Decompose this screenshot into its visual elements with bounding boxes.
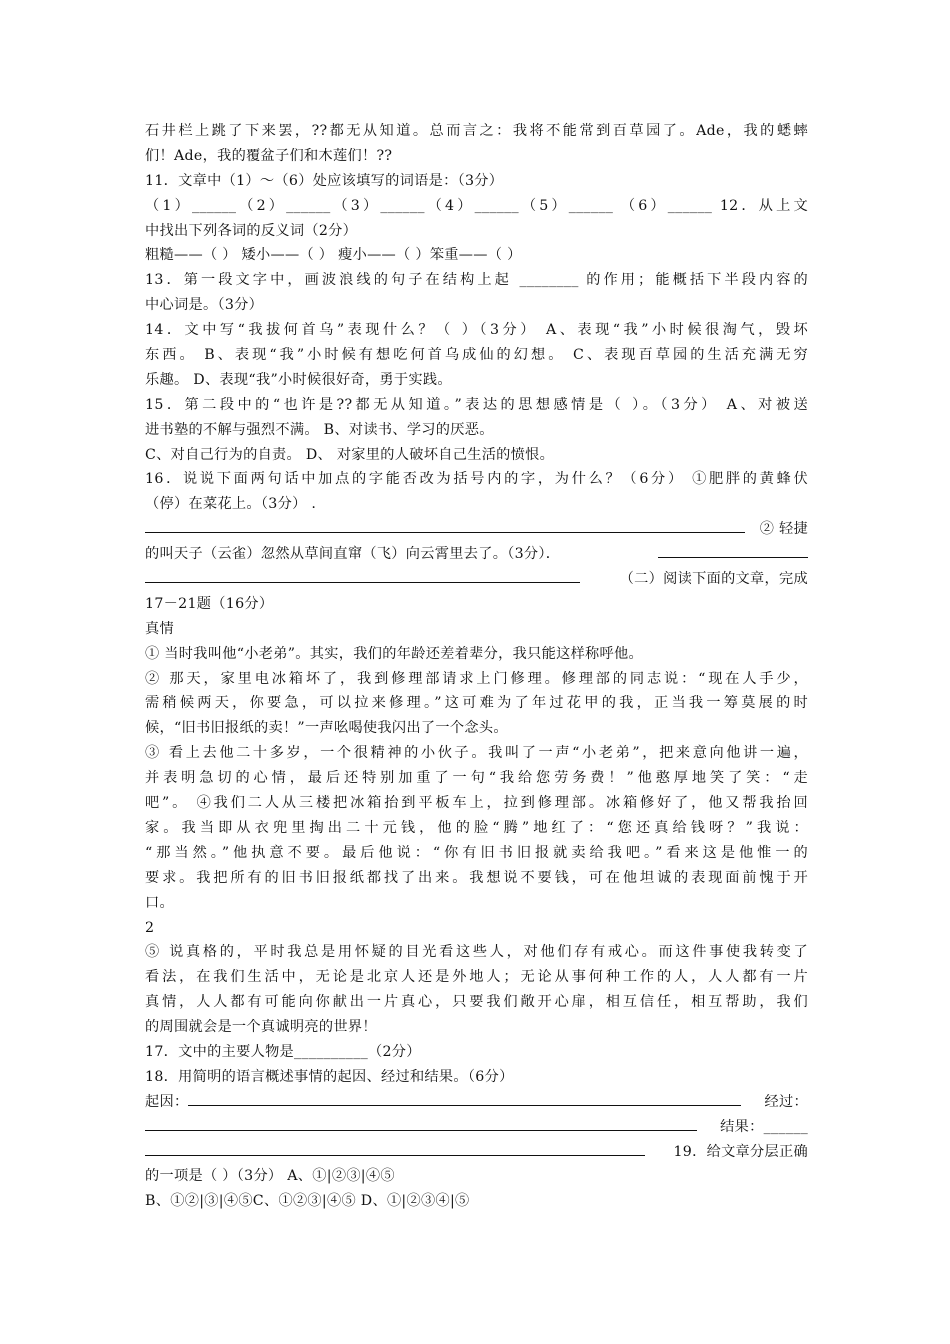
question-19-options: 的一项是（ ）（3分） A、①|②③|④⑤ <box>145 1168 395 1185</box>
text-line: 们！Ade，我的覆盆子们和木莲们！?? <box>145 147 393 164</box>
text-line: 进书塾的不解与强烈不满。 B、对读书、学习的厌恶。 <box>145 421 494 438</box>
text-line: 中心词是。（3分） <box>145 297 264 314</box>
answer-blank <box>145 1140 645 1156</box>
question-16: 16．说说下面两句话中加点的字能否改为括号内的字，为什么？（6分） ①肥胖的黄蜂伏 <box>145 471 808 488</box>
text-line: 乐趣。 D、表现“我”小时候很好奇，勇于实践。 <box>145 371 452 388</box>
text-line: 17－21题（16分） <box>145 595 274 612</box>
article-title: 真情 <box>145 620 174 637</box>
text-line: 东西。 B、表现“我”小时候有想吃何首乌成仙的幻想。 C、表现百草园的生活充满无穷 <box>145 347 808 364</box>
paragraph-line: 家。我当即从衣兜里掏出二十元钱，他的脸“腾”地红了：“您还真给钱呀？”我说： <box>145 819 808 836</box>
paragraph-line: 需稍候两天，你要急，可以拉来修理。”这可难为了年过花甲的我，正当我一筹莫展的时 <box>145 695 808 712</box>
answer-line <box>145 567 808 592</box>
question-17: 17．文中的主要人物是__________（2分） <box>145 1043 421 1060</box>
question-12: 中找出下列各词的反义词（2分） <box>145 222 358 239</box>
text-line: C、对自己行为的自责。 D、 对家里的人破坏自己生活的愤恨。 <box>145 446 555 463</box>
question-11-blanks: （1）______（2）______（3）______（4）______（5）______ （6）______ 12．从上文 <box>145 197 808 214</box>
question-15: 15．第二段中的“也许是??都无从知道。”表达的思想感情是（ ）。（3分） A、对被送 <box>145 396 808 413</box>
answer-line <box>145 1140 808 1165</box>
answer-blank <box>145 567 580 583</box>
paragraph-line: 的周围就会是一个真诚明亮的世界！ <box>145 1019 377 1036</box>
paragraph-line: ③ 看上去他二十多岁，一个很精神的小伙子。我叫了一声“小老弟”，把来意向他讲一遍， <box>145 745 808 762</box>
paragraph-line: ① 当时我叫他“小老弟”。其实，我们的年龄还差着辈分，我只能这样称呼他。 <box>145 645 644 662</box>
paragraph-line: 吧”。 ④我们二人从三楼把冰箱抬到平板车上，拉到修理部。冰箱修好了，他又帮我抬回 <box>145 795 808 812</box>
page-number: 2 <box>145 919 155 936</box>
paragraph-line: 真情，人人都有可能向你献出一片真心，只要我们敞开心扉，相互信任，相互帮助，我们 <box>145 994 808 1011</box>
question-12-items: 粗糙——（ ） 矮小——（ ） 瘦小——（ ）笨重——（ ） <box>145 247 522 264</box>
question-18: 18．用简明的语言概述事情的起因、经过和结果。（6分） <box>145 1068 514 1085</box>
answer-line <box>145 1115 808 1140</box>
answer-line <box>145 517 808 542</box>
document-page <box>145 119 808 1214</box>
cause-label: 起因： <box>145 1093 189 1110</box>
cause-label-group <box>145 1090 741 1115</box>
text-fragment: 的叫天子（云雀）忽然从草间直窜（飞）向云霄里去了。（3分）． <box>145 546 561 563</box>
text-line: （停）在菜花上。（3分） . <box>145 496 317 513</box>
answer-line <box>145 542 808 567</box>
text-line: 石井栏上跳了下来罢，??都无从知道。总而言之：我将不能常到百草园了。Ade，我的蟋蟀 <box>145 123 808 139</box>
paragraph-line: 要求。我把所有的旧书旧报纸都找了出来。我想说不要钱，可在他坦诚的表现面前愧于开 <box>145 869 808 886</box>
answer-blank <box>145 1115 697 1131</box>
answer-blank <box>188 1090 741 1106</box>
section-heading: （二）阅读下面的文章，完成 <box>619 571 808 588</box>
answer-line <box>145 1090 808 1115</box>
result-label: 结果：______ <box>720 1118 808 1135</box>
question-11: 11．文章中（1）～（6）处应该填写的词语是：（3分） <box>145 172 504 189</box>
paragraph-line: 并表明急切的心情，最后还特别加重了一句“我给您劳务费！”他憨厚地笑了笑：“走 <box>145 770 808 787</box>
answer-blank <box>658 542 808 558</box>
paragraph-line: 候，“旧书旧报纸的卖！”一声吆喝使我闪出了一个念头。 <box>145 720 508 737</box>
paragraph-line: ② 那天，家里电冰箱坏了，我到修理部请求上门修理。修理部的同志说：“现在人手少， <box>145 670 808 687</box>
question-14: 14．文中写“我拔何首乌”表现什么？（ ）（3分） A、表现“我”小时候很淘气，毁坏 <box>145 322 808 339</box>
paragraph-line: 口。 <box>145 894 174 911</box>
paragraph-line: ⑤ 说真格的，平时我总是用怀疑的目光看这些人，对他们存有戒心。而这件事使我转变了 <box>145 944 808 961</box>
question-19: 19．给文章分层正确 <box>673 1143 808 1160</box>
text-fragment: ② 轻捷 <box>759 521 808 538</box>
answer-blank <box>145 517 745 533</box>
process-label: 经过： <box>764 1093 808 1110</box>
question-19-options: B、①②|③|④⑤C、①②③|④⑤ D、①|②③④|⑤ <box>145 1193 470 1210</box>
question-13: 13．第一段文字中，画波浪线的句子在结构上起 ________ 的作用；能概括下半段内容的 <box>145 272 808 289</box>
paragraph-line: 看法，在我们生活中，无论是北京人还是外地人；无论从事何种工作的人，人人都有一片 <box>145 969 808 986</box>
paragraph-line: “那当然。”他执意不要。最后他说：“你有旧书旧报就卖给我吧。”看来这是他惟一的 <box>145 844 808 861</box>
